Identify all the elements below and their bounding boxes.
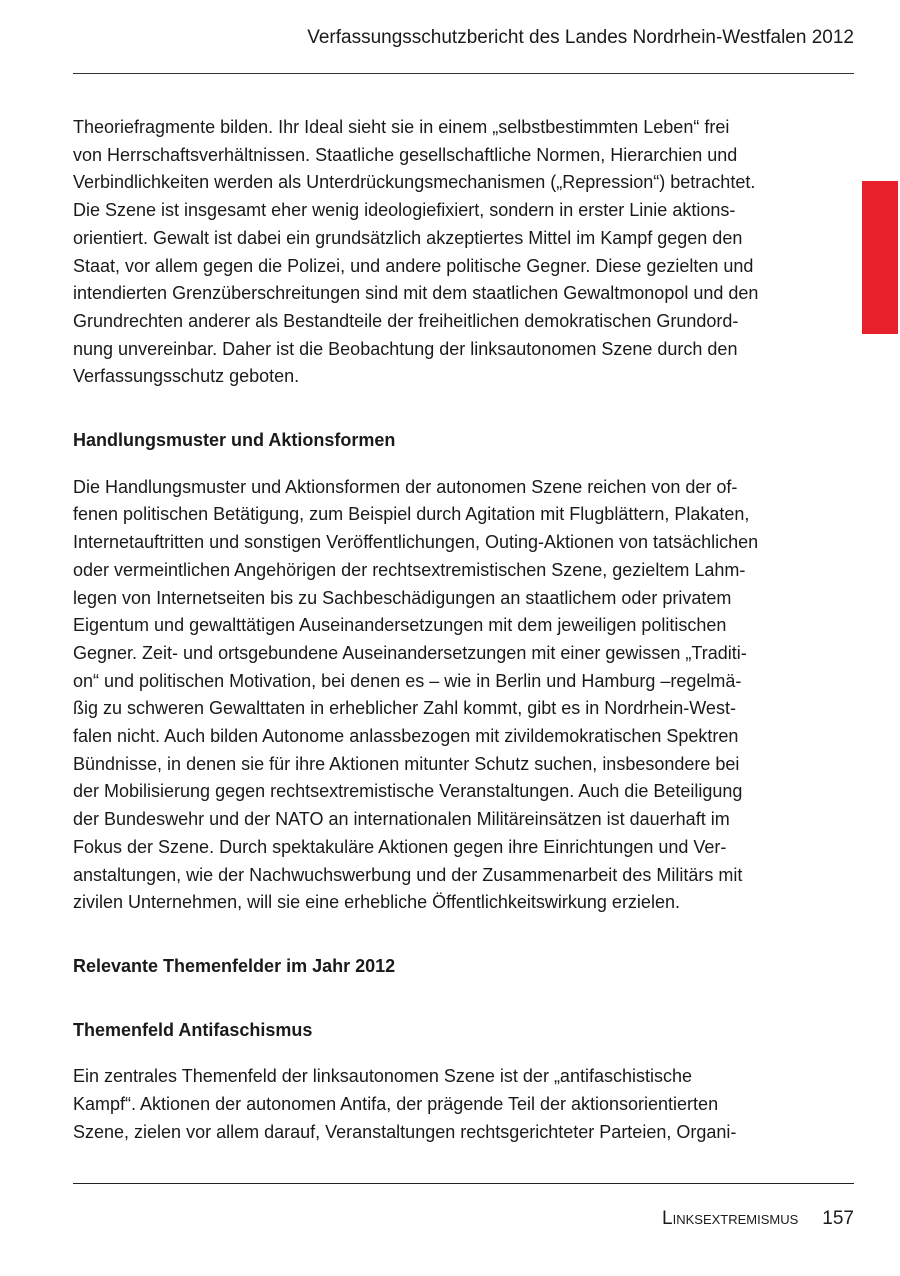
footer-section-name: Linksextremismus [662,1208,799,1229]
text-line: der Bundeswehr und der NATO an internationalen Militäreinsätzen ist dauerhaft im [73,809,730,830]
text-line: Szene, zielen vor allem darauf, Veranstaltungen rechtsgerichteter Parteien, Organi- [73,1121,737,1142]
paragraph-antifaschismus [73,1063,843,1146]
text-line: Bündnisse, in denen sie für ihre Aktionen mitunter Schutz suchen, insbesondere bei [73,753,740,774]
text-line: Verbindlichkeiten werden als Unterdrückungsmechanismen („Repression“) betrachtet. [73,172,756,193]
running-header-title: Verfassungsschutzbericht des Landes Nordrhein-Westfalen 2012 [307,27,854,48]
text-line: on“ und politischen Motivation, bei denen es – wie in Berlin und Hamburg –regelmä- [73,670,742,691]
text-line: ßig zu schweren Gewalttaten in erheblicher Zahl kommt, gibt es in Nordrhein-West- [73,698,736,719]
text-line: Die Handlungsmuster und Aktionsformen der autonomen Szene reichen von der of- [73,476,738,497]
text-line: zivilen Unternehmen, will sie eine erhebliche Öffentlichkeitswirkung erzielen. [73,892,680,913]
text-line: intendierten Grenzüberschreitungen sind mit dem staatlichen Gewaltmonopol und den [73,283,759,304]
section-heading-handlungsmuster: Handlungsmuster und Aktionsformen [73,430,396,451]
text-line: Theoriefragmente bilden. Ihr Ideal sieht sie in einem „selbstbestimmten Leben“ frei [73,117,730,137]
page-number: 157 [822,1208,854,1229]
header-divider [73,73,854,74]
text-line: Gegner. Zeit- und ortsgebundene Auseinandersetzungen mit einer gewissen „Traditi- [73,642,747,663]
text-line: anstaltungen, wie der Nachwuchswerbung und der Zusammenarbeit des Militärs mit [73,864,743,885]
text-line: von Herrschaftsverhältnissen. Staatliche gesellschaftliche Normen, Hierarchien und [73,144,738,165]
text-line: Fokus der Szene. Durch spektakuläre Aktionen gegen ihre Einrichtungen und Ver- [73,836,727,857]
text-line: oder vermeintlichen Angehörigen der rechtsextremistischen Szene, gezieltem Lahm- [73,559,746,580]
text-line: falen nicht. Auch bilden Autonome anlassbezogen mit zivildemokratischen Spektren [73,726,739,747]
paragraph-handlungsmuster [73,474,843,917]
footer-divider [73,1183,854,1184]
text-line: fenen politischen Betätigung, zum Beispiel durch Agitation mit Flugblättern, Plakaten, [73,504,750,525]
paragraph-intro [73,114,843,391]
page-footer [662,1206,854,1232]
text-line: Staat, vor allem gegen die Polizei, und andere politische Gegner. Diese gezielten und [73,255,754,276]
text-line: Grundrechten anderer als Bestandteile der freiheitlichen demokratischen Grundord- [73,310,739,331]
text-line: Die Szene ist insgesamt eher wenig ideologiefixiert, sondern in erster Linie aktions- [73,200,736,221]
text-line: Internetauftritten und sonstigen Veröffentlichungen, Outing-Aktionen von tatsächlichen [73,532,759,553]
text-line: Kampf“. Aktionen der autonomen Antifa, der prägende Teil der aktionsorientierten [73,1094,719,1115]
section-heading-themenfelder: Relevante Themenfelder im Jahr 2012 [73,955,396,976]
text-line: der Mobilisierung gegen rechtsextremistische Veranstaltungen. Auch die Beteiligung [73,781,743,802]
section-heading-antifaschismus: Themenfeld Antifaschismus [73,1019,313,1040]
text-line: orientiert. Gewalt ist dabei ein grundsätzlich akzeptiertes Mittel im Kampf gegen den [73,227,743,248]
text-line: legen von Internetseiten bis zu Sachbeschädigungen an staatlichem oder privatem [73,587,732,608]
text-line: Eigentum und gewalttätigen Auseinandersetzungen mit dem jeweiligen politischen [73,615,727,636]
page-body [73,114,843,1147]
text-line: Verfassungsschutz geboten. [73,366,300,387]
text-line: Ein zentrales Themenfeld der linksautonomen Szene ist der „antifaschistische [73,1066,692,1087]
text-line: nung unvereinbar. Daher ist die Beobachtung der linksautonomen Szene durch den [73,338,738,359]
chapter-marker-tab [862,181,898,334]
